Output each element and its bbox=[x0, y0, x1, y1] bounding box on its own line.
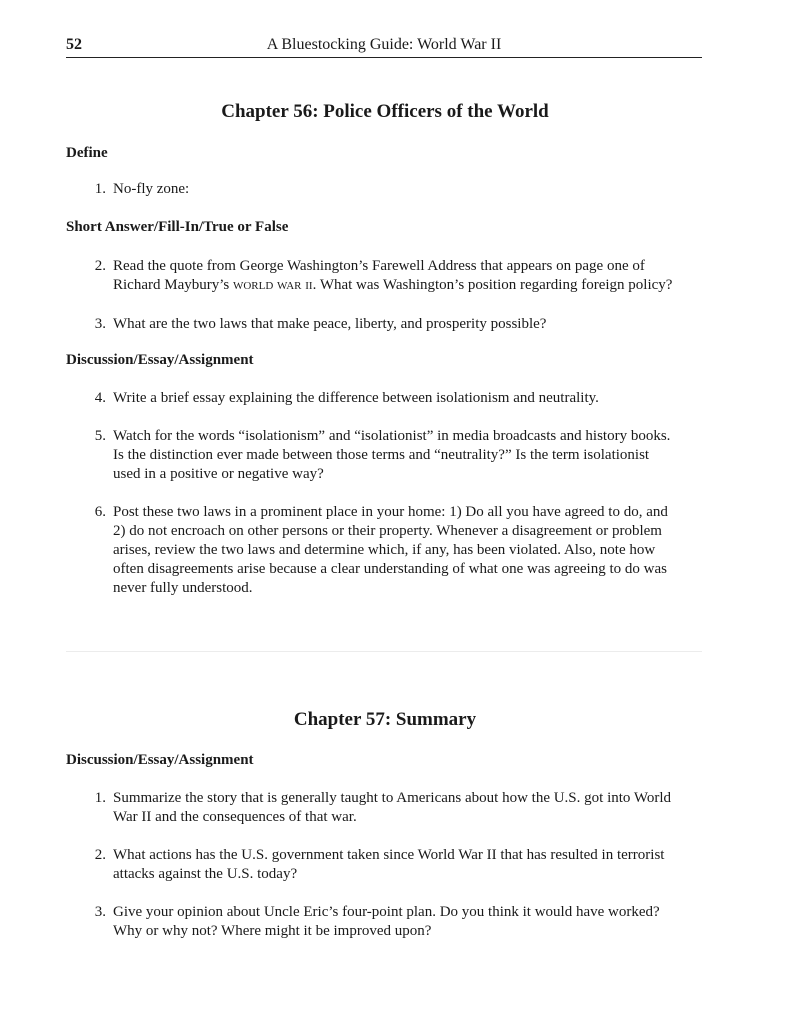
question-number: 1. bbox=[94, 181, 106, 197]
discussion-heading: Discussion/Essay/Assignment bbox=[66, 352, 254, 368]
ch57-question-3 bbox=[86, 903, 706, 941]
chapter-57-title: Chapter 57: Summary bbox=[293, 709, 477, 730]
question-line bbox=[113, 276, 706, 295]
question-number: 2. bbox=[94, 847, 106, 863]
discussion-heading-57: Discussion/Essay/Assignment bbox=[66, 752, 254, 768]
ch57-question-1 bbox=[86, 789, 706, 827]
question-text bbox=[113, 503, 706, 598]
question-text bbox=[113, 846, 706, 884]
question-text: What are the two laws that make peace, liberty, and prosperity possible? bbox=[113, 316, 547, 332]
question-line: never fully understood. bbox=[113, 580, 253, 596]
question-text bbox=[113, 789, 706, 827]
question-number: 6. bbox=[94, 504, 106, 520]
question-line: 2) do not encroach on other persons or their property. Whenever a disagreement or problem bbox=[113, 523, 662, 539]
question-text bbox=[113, 903, 706, 941]
question-line: used in a positive or negative way? bbox=[113, 466, 324, 482]
define-heading: Define bbox=[66, 145, 108, 161]
ch56-question-1 bbox=[86, 180, 706, 199]
ch56-question-4 bbox=[86, 389, 706, 408]
question-line: Summarize the story that is generally taught to Americans about how the U.S. got into World bbox=[113, 790, 672, 806]
question-text bbox=[113, 257, 706, 295]
question-line: What actions has the U.S. government taken since World War II that has resulted in terrorist bbox=[113, 847, 665, 863]
question-text: Write a brief essay explaining the difference between isolationism and neutrality. bbox=[113, 390, 599, 406]
question-number: 5. bbox=[94, 428, 106, 444]
question-number: 2. bbox=[94, 258, 106, 274]
page-number: 52 bbox=[66, 36, 82, 53]
ch56-question-5 bbox=[86, 427, 706, 484]
ch56-question-2 bbox=[86, 257, 706, 295]
question-text-part: Richard Maybury’s bbox=[113, 277, 233, 293]
question-line: Read the quote from George Washington’s Farewell Address that appears on page one of bbox=[113, 258, 645, 274]
running-title: A Bluestocking Guide: World War II bbox=[266, 36, 502, 53]
question-number: 4. bbox=[94, 390, 106, 406]
section-divider bbox=[66, 651, 702, 652]
question-text-part: . What was Washington’s position regarding foreign policy? bbox=[312, 277, 673, 293]
question-number: 3. bbox=[94, 316, 106, 332]
question-line: Give your opinion about Uncle Eric’s four-point plan. Do you think it would have worked? bbox=[113, 904, 660, 920]
question-line: often disagreements arise because a clear understanding of what one was agreeing to do was bbox=[113, 561, 667, 577]
question-line: War II and the consequences of that war. bbox=[113, 809, 357, 825]
question-number: 3. bbox=[94, 904, 106, 920]
chapter-56-title: Chapter 56: Police Officers of the World bbox=[221, 101, 549, 122]
question-number: 1. bbox=[94, 790, 106, 806]
question-line: arises, review the two laws and determine which, if any, has been violated. Also, note how bbox=[113, 542, 656, 558]
page-header bbox=[66, 34, 702, 58]
book-title: world war ii bbox=[232, 277, 313, 293]
short-answer-heading: Short Answer/Fill-In/True or False bbox=[66, 219, 289, 235]
question-line: attacks against the U.S. today? bbox=[113, 866, 298, 882]
question-line: Watch for the words “isolationism” and “isolationist” in media broadcasts and history books. bbox=[113, 428, 671, 444]
question-line: Is the distinction ever made between those terms and “neutrality?” Is the term isolationist bbox=[113, 447, 650, 463]
ch56-question-3 bbox=[86, 315, 706, 334]
question-line: Post these two laws in a prominent place in your home: 1) Do all you have agreed to do, and bbox=[113, 504, 668, 520]
question-line: Why or why not? Where might it be improved upon? bbox=[113, 923, 432, 939]
question-text: No-fly zone: bbox=[113, 181, 190, 197]
ch56-question-6 bbox=[86, 503, 706, 598]
header-rule bbox=[66, 57, 702, 58]
ch57-question-2 bbox=[86, 846, 706, 884]
question-text bbox=[113, 427, 706, 484]
